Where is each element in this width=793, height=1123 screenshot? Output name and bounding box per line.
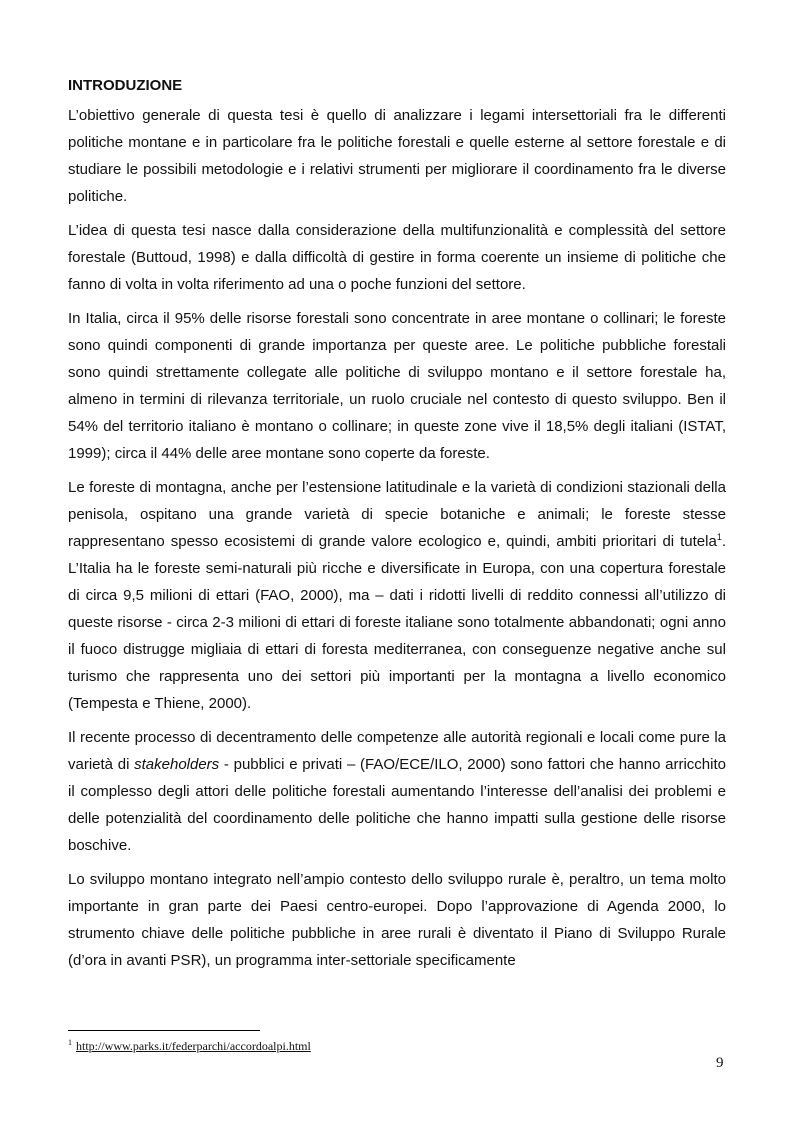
- paragraph-6: Lo sviluppo montano integrato nell’ampio contesto dello sviluppo rurale è, peraltro, un tema molto importante in gran parte dei Paesi centro-europei. Dopo l’approvazione di Agenda 2000, lo strumento chiave delle politiche pubbliche in aree rurali è diventato il Piano di Sviluppo Rurale (d’ora in avanti PSR), un programma inter-settoriale specificamente: [68, 871, 726, 969]
- paragraph-5-text-a: Il recente processo di decentramento delle competenze alle autorità regionali e locali come pure la varietà di: [68, 729, 726, 773]
- paragraph-4-text-b: . L’Italia ha le foreste semi-naturali più ricche e diversificate in Europa, con una copertura forestale di circa 9,5 milioni di ettari (FAO, 2000), ma – dati i ridotti livelli di reddito connessi all’utilizzo di queste risorse - circa 2-3 milioni di ettari di foreste italiane sono totalmente abbandonati; ogni anno il fuoco distrugge migliaia di ettari di foresta mediterranea, con conseguenze negative anche sul turismo che rappresenta uno dei settori più importanti per la montagna a livello economico (Tempesta e Thiene, 2000).: [68, 533, 726, 712]
- body-text: [68, 74, 726, 981]
- paragraph-5: [68, 724, 726, 859]
- section-heading: INTRODUZIONE: [68, 77, 183, 94]
- emphasis-stakeholders: stakeholders: [134, 756, 220, 773]
- footnote-divider: [68, 1030, 260, 1031]
- paragraph-2: L’idea di questa tesi nasce dalla considerazione della multifunzionalità e complessità del settore forestale (Buttoud, 1998) e dalla difficoltà di gestire in forma coerente un insieme di politiche che fanno di volta in volta riferimento ad una o poche funzioni del settore.: [68, 222, 726, 293]
- footnote-reference[interactable]: 1: [716, 532, 722, 542]
- footnote: [68, 1038, 311, 1054]
- footnote-mark: 1: [68, 1038, 72, 1047]
- footnote-link[interactable]: http://www.parks.it/federparchi/accordoalpi.html: [76, 1039, 311, 1053]
- paragraph-3: In Italia, circa il 95% delle risorse forestali sono concentrate in aree montane o collinari; le foreste sono quindi componenti di grande importanza per queste aree. Le politiche pubbliche forestali sono quindi strettamente collegate alle politiche di sviluppo montano e il settore forestale ha, almeno in termini di rilevanza territoriale, un ruolo cruciale nel contesto di questo sviluppo. Ben il 54% del territorio italiano è montano o collinare; in queste zone vive il 18,5% degli italiani (ISTAT, 1999); circa il 44% delle aree montane sono coperte da foreste.: [68, 310, 726, 462]
- paragraph-5-text-b: - pubblici e privati – (FAO/ECE/ILO, 2000) sono fattori che hanno arricchito il complesso degli attori delle politiche forestali aumentando l’interesse dell’analisi dei problemi e delle potenzialità del coordinamento delle politiche che hanno impatti sulla gestione delle risorse boschive.: [68, 756, 726, 854]
- paragraph-4: [68, 474, 726, 717]
- paragraph-4-text-a: Le foreste di montagna, anche per l’estensione latitudinale e la varietà di condizioni stazionali della penisola, ospitano una grande varietà di specie botaniche e animali; le foreste stesse rappresentano spesso ecosistemi di grande valore ecologico e, quindi, ambiti prioritari di tutela: [68, 479, 726, 550]
- paragraph-1: L’obiettivo generale di questa tesi è quello di analizzare i legami intersettoriali fra le differenti politiche montane e in particolare fra le politiche forestali e quelle esterne al settore forestale e di studiare le possibili metodologie e i relativi strumenti per migliorare il coordinamento fra le diverse politiche.: [68, 107, 726, 205]
- page-number: 9: [716, 1055, 724, 1071]
